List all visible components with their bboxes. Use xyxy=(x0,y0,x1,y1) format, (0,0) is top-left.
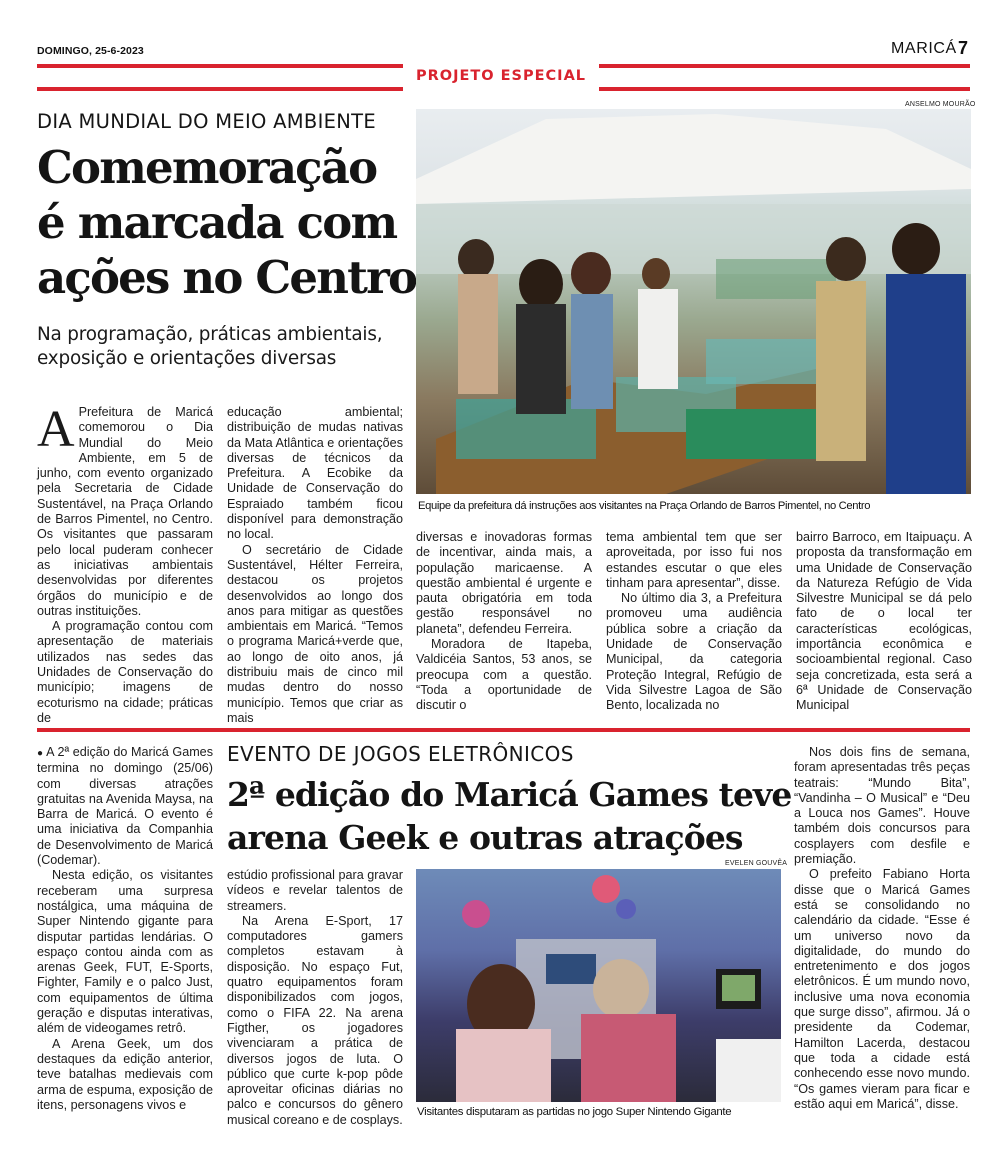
story1-col5-para-1: bairro Barroco, em Itaipuaçu. A proposta da transformação em uma Unidade de Conservação da Natureza Refúgio de Vida Silvestre Municipal se dá pelo fato de o local ter características ecológicas, importância econômica e socioambiental regional. Caso seja concretizada, esta será a 6ª Unidade de Conservação Municipal xyxy=(796,530,972,713)
story2-column-1 xyxy=(37,745,213,1113)
story2-column-3 xyxy=(794,745,970,1112)
story1-col4-para-1: tema ambiental tem que ser aproveitada, por isso fui nos estandes escutar o que eles tinham para apresentar”, disse. xyxy=(606,530,782,590)
page-number: 7 xyxy=(958,38,969,58)
story1-headline-line-2: é marcada com xyxy=(37,196,397,249)
story2-col2-para-1: estúdio profissional para gravar vídeos e revelar talentos de streamers. xyxy=(227,868,403,913)
story2-col2-para-2: Na Arena E-Sport, 17 computadores gamers completos estavam à disposição. No espaço Fut, quatro equipamentos foram disponibilizados com jogos, como o FIFA 22. Na arena Figther, os jogadores vivenciaram a prática de diversos jogos de luta. O público que curte k-pop pôde aproveitar oficinas diárias no palco e concursos do gênero musical coreano e de cosplays. xyxy=(227,913,403,1127)
story1-col1-para-2: A programação contou com apresentação de materiais utilizados nas sedes das Unidades de Conservação do município; imagens de ecoturismo na cidade; práticas de xyxy=(37,619,213,725)
story1-headline xyxy=(37,140,416,305)
story2-headline-line-2: arena Geek e outras atrações xyxy=(227,818,743,857)
story2-col1-para-2: Nesta edição, os visitantes receberam uma surpresa nostálgica, uma máquina de Super Nintendo gigante para disputar partidas lendárias. O espaço contou ainda com as arenas Geek, FUT, E-Sports, Fighter, Family e o palco Just, com equipamentos de última geração e disputas interativas, além de videogames retrô. xyxy=(37,868,213,1036)
page-city: MARICÁ xyxy=(891,40,957,57)
story1-col4-para-2: No último dia 3, a Prefeitura promoveu uma audiência pública sobre a criação da Unidade de Conservação Municipal, da categoria Proteção Integral, Refúgio de Vida Silvestre Lagoa de São Bento, localizada no xyxy=(606,591,782,713)
story1-photo xyxy=(416,109,971,494)
story1-dropcap: A xyxy=(37,401,75,458)
story2-photo-caption: Visitantes disputaram as partidas no jogo Super Nintendo Gigante xyxy=(417,1106,732,1118)
story1-headline-line-3: ações no Centro xyxy=(37,251,417,304)
story1-col3-para-2: Moradora de Itapeba, Valdicéia Santos, 53 anos, se preocupa com a questão. “Toda a oportunidade de discutir o xyxy=(416,637,592,713)
story2-kicker: EVENTO DE JOGOS ELETRÔNICOS xyxy=(227,742,574,766)
story1-deck xyxy=(37,323,382,371)
story1-photo-caption: Equipe da prefeitura dá instruções aos visitantes na Praça Orlando de Barros Pimentel, no Centro xyxy=(418,500,871,512)
page-date: DOMINGO, 25-6-2023 xyxy=(37,45,144,57)
story1-deck-line-1: Na programação, práticas ambientais, xyxy=(37,324,383,345)
story2-col1-para-3: A Arena Geek, um dos destaques da edição anterior, teve batalhas medievais com arma de espuma, exposição de itens, personagens vivos e xyxy=(37,1036,213,1112)
story2-headline-line-1: 2ª edição do Maricá Games teve xyxy=(227,775,792,814)
story1-col1-para-1: Prefeitura de Maricá comemorou o Dia Mundial do Meio Ambiente, em 5 de junho, com evento organizado pela Secretaria de Cidade Sustentável, na Praça Orlando de Barros Pimentel, no Centro. Os visitantes que passaram pelo local puderam conhecer as iniciativas ambientais desenvolvidas por diferentes órgãos do município e de outras instituições. xyxy=(37,405,213,618)
story1-column-4 xyxy=(606,530,782,714)
story1-col2-para-2: O secretário de Cidade Sustentável, Hélter Ferreira, destacou os projetos desenvolvidos ao longo dos anos para mitigar as questões ambientais em Maricá. “Temos o programa Maricá+verde que, ao longo de oito anos, já distribuiu mais de cinco mil mudas dentro do nosso município. Temos que criar as mais xyxy=(227,542,403,725)
story2-photo-credit: EVELEN GOUVÊA xyxy=(725,860,788,867)
story2-col3-para-2: O prefeito Fabiano Horta disse que o Maricá Games está se consolidando no calendário da cidade. “Esse é um universo novo da digitalidade, do mundo do entretenimento e dos jogos eletrônicos. É um mundo novo, inclusive uma nova economia que surge disso”, afirmou. Já o presidente da Codemar, Hamilton Lacerda, destacou que toda a cidade está conhecendo esse novo mundo. “Os games vieram para ficar e estão aqui em Maricá”, disse. xyxy=(794,867,970,1111)
story1-col2-para-1: educação ambiental; distribuição de mudas nativas da Mata Atlântica e orientações diversas de técnicos da Prefeitura. A Ecobike da Unidade de Conservação do Espraiado também ficou disponível para demonstração no local. xyxy=(227,405,403,542)
story2-headline xyxy=(227,773,791,859)
story1-photo-credit: ANSELMO MOURÃO xyxy=(905,101,976,108)
story1-column-5 xyxy=(796,530,972,714)
story1-deck-line-2: exposição e orientações diversas xyxy=(37,348,337,369)
bullet-icon: ● xyxy=(37,748,44,759)
story2-column-2 xyxy=(227,868,403,1128)
photo-placeholder-icon xyxy=(416,869,781,1102)
story1-column-3 xyxy=(416,530,592,714)
story-divider-rule xyxy=(37,728,970,732)
story2-col1-para-1 xyxy=(37,745,213,868)
story1-column-2 xyxy=(227,405,403,726)
photo-placeholder-icon xyxy=(416,109,971,494)
story1-col3-para-1: diversas e inovadoras formas de incentivar, ainda mais, a população maricaense. A questão ambiental é urgente e pauta obrigatória em toda gestão responsável no planeta”, defendeu Ferreira. xyxy=(416,530,592,636)
story2-col1-para-1-text: A 2ª edição do Maricá Games termina no domingo (25/06) com diversas atrações gratuitas na Avenida Maysa, na Barra de Maricá. O evento é uma iniciativa da Companhia de Desenvolvimento de Maricá (Codemar). xyxy=(37,745,213,868)
story1-column-1 xyxy=(37,401,213,726)
story2-photo xyxy=(416,869,781,1102)
story1-kicker: DIA MUNDIAL DO MEIO AMBIENTE xyxy=(37,110,376,133)
story2-col3-para-1: Nos dois fins de semana, foram apresentadas três peças teatrais: “Mundo Bita”, “Vandinha – O Musical” e “Deu a Louca nos Games”. Houve também dois concursos para cosplayers com desfile e premiação. xyxy=(794,745,970,867)
story1-headline-line-1: Comemoração xyxy=(37,141,377,194)
section-label: PROJETO ESPECIAL xyxy=(415,68,587,84)
